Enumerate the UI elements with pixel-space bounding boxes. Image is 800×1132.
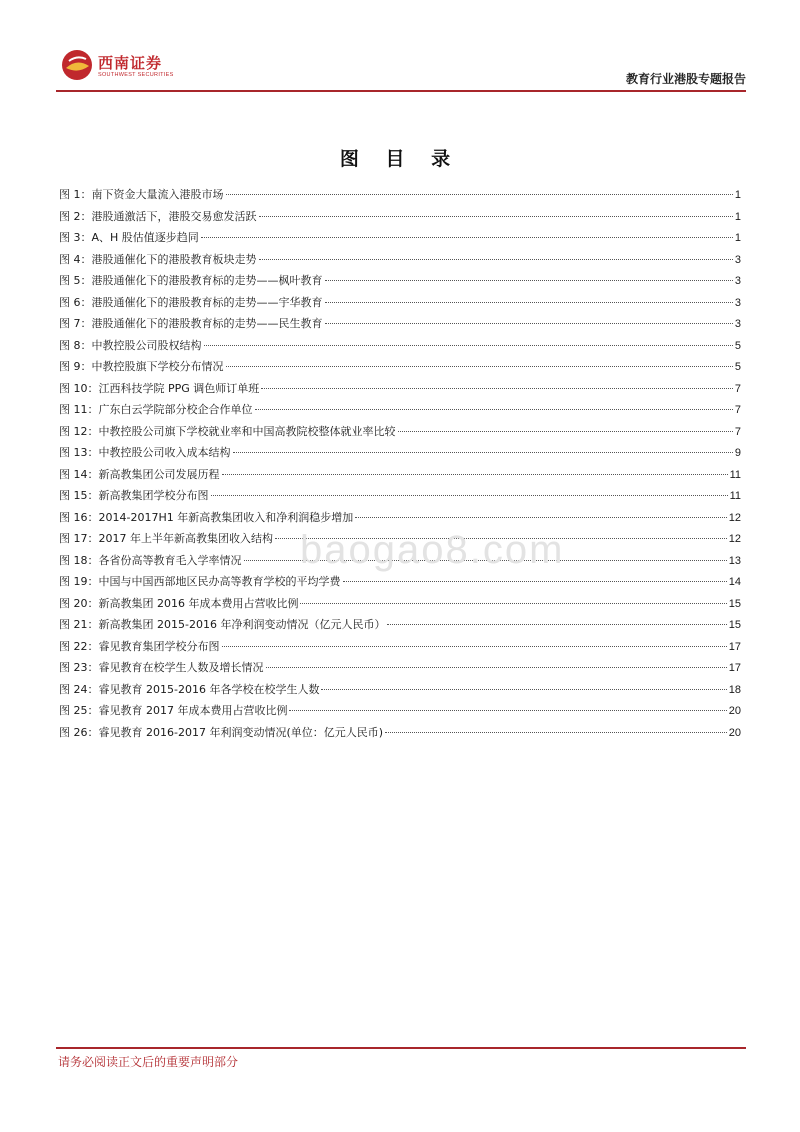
header-divider (56, 90, 746, 92)
toc-leader-dots (233, 452, 733, 453)
toc-entry[interactable] (59, 638, 741, 660)
footer-disclaimer: 请务必阅读正文后的重要声明部分 (58, 1055, 239, 1069)
toc-entry-page: 20 (728, 726, 741, 739)
toc-entry-page: 3 (734, 318, 741, 330)
toc-leader-dots (321, 689, 726, 690)
toc-entry[interactable] (59, 659, 741, 681)
toc-entry[interactable] (59, 573, 741, 595)
toc-entry-label: 图 16：2014-2017H1 年新高教集团收入和净利润稳步增加 (59, 510, 354, 524)
toc-leader-dots (385, 732, 727, 733)
toc-entry-label: 图 23：睿见教育在校学生人数及增长情况 (59, 661, 264, 674)
toc-entry-label: 图 19：中国与中国西部地区民办高等教育学校的平均学费 (59, 575, 341, 588)
toc-entry-page: 3 (734, 253, 741, 266)
toc-entry-label: 图 26：睿见教育 2016-2017 年利润变动情况(单位：亿元人民币) (59, 725, 384, 739)
toc-entry[interactable] (59, 337, 741, 359)
toc-entry-page: 12 (728, 511, 741, 524)
toc-entry-page: 7 (734, 404, 741, 416)
toc-entry[interactable] (59, 423, 741, 445)
toc-leader-dots (222, 474, 728, 475)
toc-leader-dots (211, 495, 728, 496)
toc-leader-dots (259, 259, 733, 260)
logo-chinese-name: 西南证券 (98, 54, 163, 72)
toc-entry[interactable] (59, 315, 741, 337)
toc-entry[interactable] (59, 444, 741, 466)
toc-entry-page: 14 (728, 576, 741, 588)
toc-leader-dots (201, 237, 733, 238)
toc-entry-page: 17 (728, 640, 741, 653)
toc-entry-page: 1 (734, 210, 741, 223)
toc-leader-dots (226, 366, 733, 367)
toc-entry-page: 13 (728, 554, 741, 567)
toc-leader-dots (343, 581, 727, 582)
toc-entry[interactable] (59, 208, 741, 230)
toc-entry-page: 7 (734, 382, 741, 395)
toc-leader-dots (226, 194, 733, 195)
toc-entry-page: 11 (729, 490, 741, 502)
toc-entry-label: 图 17：2017 年上半年新高教集团收入结构 (59, 532, 273, 545)
toc-leader-dots (261, 388, 733, 389)
toc-entry-label: 图 2：港股通激活下，港股交易愈发活跃 (59, 209, 257, 223)
logo-english-name: SOUTHWEST SECURITIES (98, 72, 174, 78)
toc-entry-label: 图 4：港股通催化下的港股教育板块走势 (59, 252, 257, 266)
toc-entry-page: 1 (734, 189, 741, 201)
toc-entry-label: 图 12：中教控股公司旗下学校就业率和中国高教院校整体就业率比较 (59, 424, 396, 438)
figure-toc-list (59, 186, 741, 745)
toc-entry-page: 15 (728, 597, 741, 610)
toc-entry-page: 9 (734, 447, 741, 459)
toc-leader-dots (325, 323, 733, 324)
toc-entry[interactable] (59, 595, 741, 617)
toc-entry-page: 5 (734, 361, 741, 373)
toc-entry-page: 11 (729, 468, 741, 481)
toc-leader-dots (266, 667, 727, 668)
company-logo-icon (60, 48, 94, 82)
toc-entry-label: 图 21：新高教集团 2015-2016 年净利润变动情况（亿元人民币） (59, 618, 386, 631)
toc-entry-label: 图 7：港股通催化下的港股教育标的走势——民生教育 (59, 317, 323, 330)
toc-entry[interactable] (59, 294, 741, 316)
toc-entry-label: 图 8：中教控股公司股权结构 (59, 338, 202, 352)
toc-entry-label: 图 5：港股通催化下的港股教育标的走势——枫叶教育 (59, 274, 323, 287)
page-header (56, 44, 746, 94)
toc-entry-label: 图 14：新高教集团公司发展历程 (59, 467, 220, 481)
toc-entry-label: 图 10：江西科技学院 PPG 调色师订单班 (59, 381, 260, 395)
toc-entry-label: 图 25：睿见教育 2017 年成本费用占营收比例 (59, 704, 288, 717)
toc-leader-dots (300, 603, 726, 604)
toc-entry-page: 18 (728, 683, 741, 696)
toc-leader-dots (325, 280, 733, 281)
toc-leader-dots (204, 345, 733, 346)
toc-entry[interactable] (59, 702, 741, 724)
toc-entry-label: 图 18：各省份高等教育毛入学率情况 (59, 553, 242, 567)
toc-entry-label: 图 22：睿见教育集团学校分布图 (59, 639, 220, 653)
toc-leader-dots (398, 431, 733, 432)
toc-entry-label: 图 9：中教控股旗下学校分布情况 (59, 360, 224, 373)
toc-leader-dots (355, 517, 727, 518)
toc-entry-label: 图 1：南下资金大量流入港股市场 (59, 188, 224, 201)
toc-entry[interactable] (59, 616, 741, 638)
toc-entry-label: 图 20：新高教集团 2016 年成本费用占营收比例 (59, 596, 299, 610)
toc-entry-label: 图 3：A、H 股估值逐步趋同 (59, 231, 199, 244)
toc-entry-page: 5 (734, 339, 741, 352)
toc-leader-dots (289, 710, 726, 711)
toc-entry-page: 3 (734, 296, 741, 309)
toc-entry[interactable] (59, 380, 741, 402)
toc-entry-page: 1 (734, 232, 741, 244)
toc-entry[interactable] (59, 272, 741, 294)
report-title: 教育行业港股专题报告 (625, 72, 746, 86)
toc-entry-page: 15 (728, 619, 741, 631)
toc-entry[interactable] (59, 724, 741, 746)
toc-entry-page: 7 (734, 425, 741, 438)
toc-leader-dots (255, 409, 733, 410)
toc-entry-label: 图 24：睿见教育 2015-2016 年各学校在校学生人数 (59, 682, 320, 696)
toc-entry[interactable] (59, 509, 741, 531)
footer-divider (56, 1047, 746, 1049)
toc-entry-page: 17 (728, 662, 741, 674)
toc-entry-label: 图 13：中教控股公司收入成本结构 (59, 446, 231, 459)
toc-entry-label: 图 15：新高教集团学校分布图 (59, 489, 209, 502)
toc-entry[interactable] (59, 681, 741, 703)
toc-entry[interactable] (59, 401, 741, 423)
watermark: baogao8.com (300, 528, 565, 572)
toc-entry[interactable] (59, 466, 741, 488)
toc-entry[interactable] (59, 358, 741, 380)
toc-entry-label: 图 11：广东白云学院部分校企合作单位 (59, 403, 253, 416)
toc-entry[interactable] (59, 487, 741, 509)
toc-entry[interactable] (59, 186, 741, 208)
toc-leader-dots (387, 624, 726, 625)
toc-entry-label: 图 6：港股通催化下的港股教育标的走势——宇华教育 (59, 295, 323, 309)
toc-leader-dots (259, 216, 733, 217)
toc-entry[interactable] (59, 229, 741, 251)
toc-entry-page: 12 (728, 533, 741, 545)
toc-leader-dots (325, 302, 733, 303)
toc-entry-page: 3 (734, 275, 741, 287)
toc-heading: 图 目 录 (339, 148, 461, 170)
toc-leader-dots (222, 646, 727, 647)
toc-entry[interactable] (59, 251, 741, 273)
toc-entry-page: 20 (728, 705, 741, 717)
company-logo (60, 48, 180, 88)
